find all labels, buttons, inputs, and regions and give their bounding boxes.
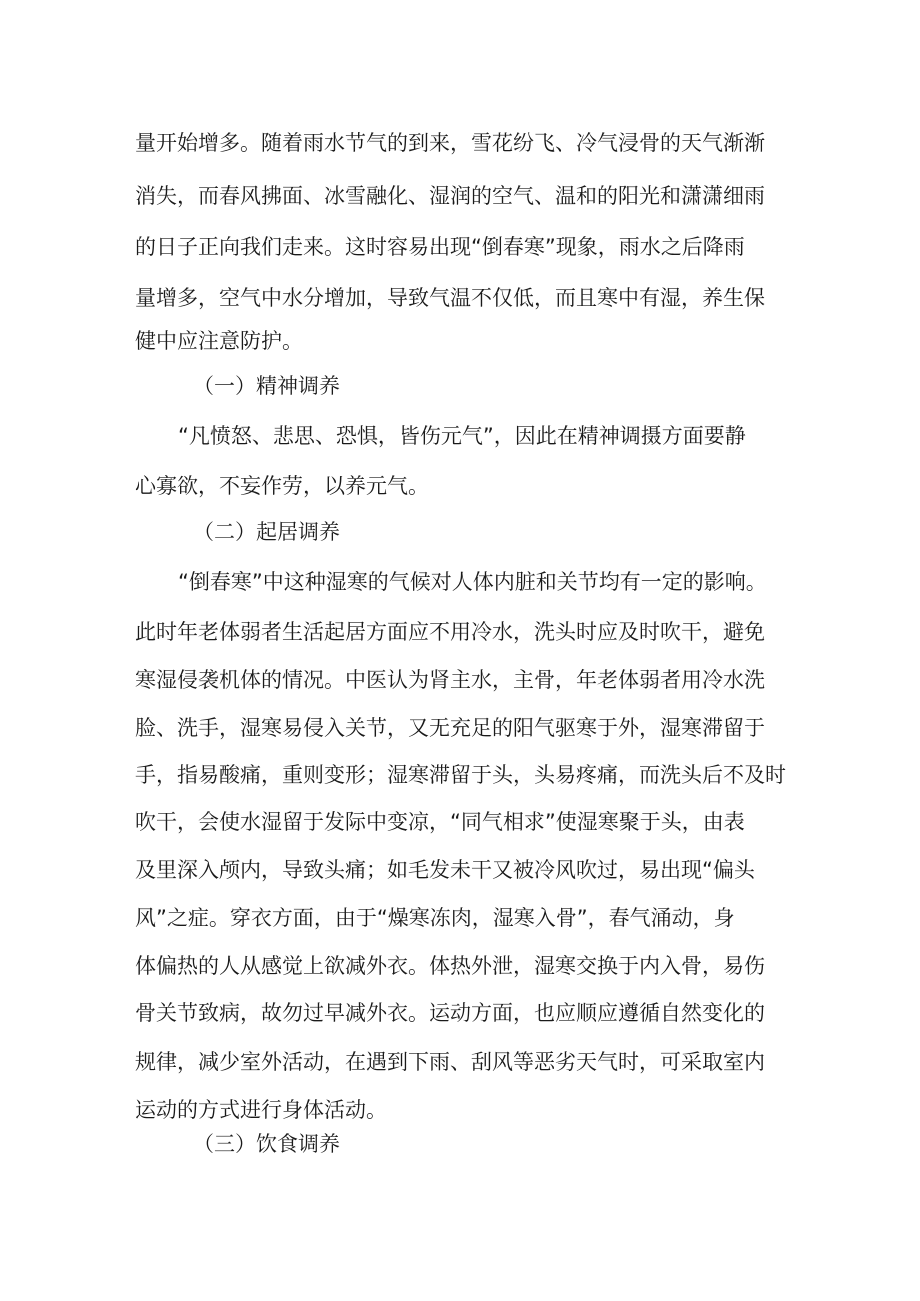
paragraph-line: “凡愤怒、悲思、恐惧，皆伤元气”，因此在精神调摄方面要静 <box>178 424 746 448</box>
section-heading-1: （一）精神调养 <box>193 374 340 398</box>
paragraph-line: 骨关节致病，故勿过早减外衣。运动方面，也应顺应遵循自然变化的 <box>135 1001 765 1025</box>
paragraph-line: 的日子正向我们走来。这时容易出现“倒春寒”现象，雨水之后降雨 <box>135 235 745 259</box>
paragraph-line: 量开始增多。随着雨水节气的到来，雪花纷飞、冷气浸骨的天气渐渐 <box>135 131 765 155</box>
paragraph-line: 运动的方式进行身体活动。 <box>135 1098 387 1122</box>
paragraph-line: 规律，减少室外活动，在遇到下雨、刮风等恶劣天气时，可采取室内 <box>135 1050 765 1074</box>
paragraph-line: 风”之症。穿衣方面，由于“燥寒冻肉，湿寒入骨”，春气涌动，身 <box>135 906 735 930</box>
paragraph-line: 心寡欲，不妄作劳，以养元气。 <box>135 474 429 498</box>
paragraph-line: 寒湿侵袭机体的情况。中医认为肾主水，主骨，年老体弱者用冷水洗 <box>135 668 765 692</box>
paragraph-line: 脸、洗手，湿寒易侵入关节，又无充足的阳气驱寒于外，湿寒滞留于 <box>135 716 765 740</box>
paragraph-line: 健中应注意防护。 <box>135 329 303 353</box>
paragraph-line: “倒春寒”中这种湿寒的气候对人体内脏和关节均有一定的影响。 <box>178 570 767 594</box>
paragraph-line: 消失，而春风拂面、冰雪融化、湿润的空气、温和的阳光和潇潇细雨 <box>135 184 765 208</box>
section-heading-3: （三）饮食调养 <box>193 1132 340 1156</box>
section-heading-2: （二）起居调养 <box>193 520 340 544</box>
paragraph-line: 及里深入颅内，导致头痛；如毛发未干又被冷风吹过，易出现“偏头 <box>135 858 755 882</box>
paragraph-line: 量增多，空气中水分增加，导致气温不仅低，而且寒中有湿，养生保 <box>135 286 765 310</box>
paragraph-line: 体偏热的人从感觉上欲减外衣。体热外泄，湿寒交换于内入骨，易伤 <box>135 954 765 978</box>
paragraph-line: 此时年老体弱者生活起居方面应不用冷水，洗头时应及时吹干，避免 <box>135 620 765 644</box>
paragraph-line: 吹干，会使水湿留于发际中变凉，“同气相求”使湿寒聚于头，由表 <box>135 810 745 834</box>
paragraph-line: 手，指易酸痛，重则变形；湿寒滞留于头，头易疼痛，而洗头后不及时 <box>135 763 786 787</box>
